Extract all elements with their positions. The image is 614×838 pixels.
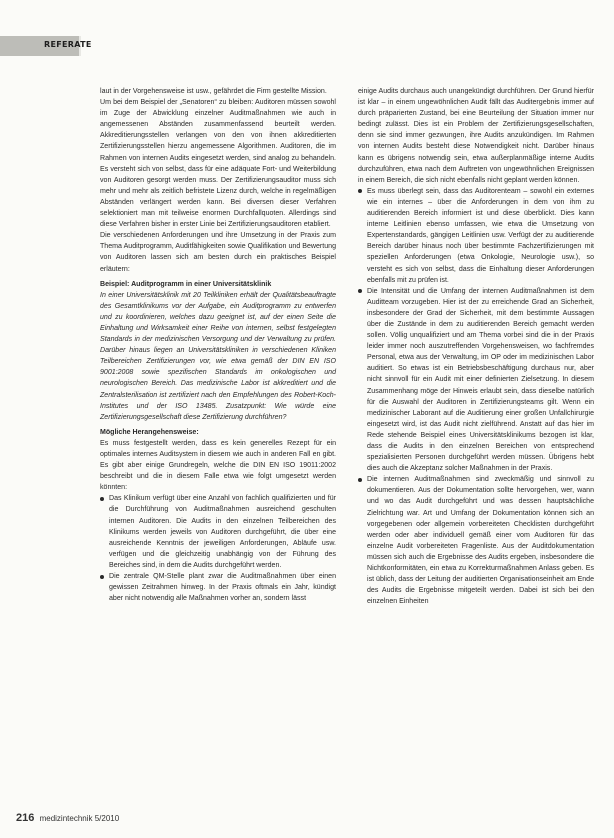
list-item: Die zentrale QM-Stelle plant zwar die Auditmaßnahmen über einen gewissen Zeitrahmen hinweg. In der Praxis oftmals ein Jahr, kündigt aber nicht notwendig alle Maßnahmen vorher an, sondern lässt [100, 571, 336, 604]
paragraph: einige Audits durchaus auch unangekündigt durchführen. Der Grund hierfür ist klar – in einem ungewöhnlichen Audit fällt das Auditergebnis immer auf durch präparierten Zustand, bei eine Beurteilung der Situation immer nur bedingt zulässt. Dies ist ein Problem der Zertifizierungsgesellschaften, denn sie sind immer gezwungen, ihre Audits anzukündigen. Im Rahmen von internen Audits besteht diese Notwendigkeit nicht. Darüber hinaus kann es übrigens notwendig sein, etwa außerplanmäßige interne Audits durchzuführen, etwa nach dem Auftreten von ungewöhnlichen Ereignissen in einem Bereich, die sich nicht ebenfalls nicht geplant werden können. [358, 88, 594, 184]
left-column [100, 86, 336, 604]
bullet-list [358, 186, 594, 608]
right-column [358, 86, 594, 607]
page-number: 216 [16, 812, 35, 824]
list-item: Das Klinikum verfügt über eine Anzahl von fachlich qualifizierten und für die Durchführung von Auditmaßnahmen ausreichend geschulten internen Auditoren. Die Audits in den einzelnen Teilbereichen des Klinikums werden jeweils von Auditoren durchgeführt, die über eine ausreichende Kenntnis der jeweiligen Anforderungen, Abläufe usw. verfügen und die gleichzeitig unabhängig von der Führung des Bereiches sind, in dem die Audits durchgeführt werden. [100, 493, 336, 571]
journal-name: medizintechnik 5/2010 [39, 814, 120, 823]
page-footer [16, 812, 119, 824]
approach-text: Es muss festgestellt werden, dass es kein generelles Rezept für ein optimales internes Auditsystem in diesem wie auch in anderen Fall en gibt. Es gibt aber einige Grundregeln, welche die DIN EN ISO 19011:2002 beschreibt und die in diesem Falle etwa wie folgt umgesetzt werden könnten: [100, 439, 336, 492]
paragraph: Die verschiedenen Anforderungen und ihre Umsetzung in der Praxis zum Thema Auditprogramm, Auditfähigkeiten sowie Qualifikation und Bewertung von Auditoren lassen sich am besten durch ein praktisches Beispiel erläutern: [100, 232, 336, 273]
paragraph: Um bei dem Beispiel der „Senatoren“ zu bleiben: Auditoren müssen sowohl im Zuge der Abwicklung einzelner Auditmaßnahmen wie auch in angemessenen Abständen zusammenfassend beurteilt werden. Akkreditierungsstellen verlangen von den von ihnen akkreditierten Zertifizierungsstellen hierzu angemessene Algorithmen. Auditoren, die im Rahmen von internen Audits eingesetzt werden, sind analog zu behandeln. Es versteht sich von selbst, dass für eine adäquate Fort- und Weiterbildung von Auditoren gesorgt werden muss. Der Zertifizierungsauditor muss sich mehr und mehr als zeitlich befristete Lizenz durch, welche in regelmäßigen Abständen verlängert werden kann. Bei diversen dieser Verfahren selektioniert man mit teilweise enormen Durchfallquoten. Allerdings sind diese Verfahren bisher in erster Linie bei Zertifizierungsauditoren etabliert. [100, 99, 336, 229]
bullet-list [100, 493, 336, 604]
section-label: REFERATE [44, 40, 92, 49]
paragraph: laut in der Vorgehensweise ist usw., gefährdet die Firm gestellte Mission. [100, 88, 327, 95]
example-text: In einer Universitätsklinik mit 20 Teilkliniken erhält der Qualitätsbeauftragte des Gesamtklinikums vor der Aufgabe, ein Auditprogramm zu entwerfen und zu koordinieren, welches dazu geeignet ist, auf der einen Seite die Einhaltung und Wirksamkeit einer Reihe von internen, selbst festgelegten Standards in der medizinischen Versorgung und der Verwaltung zu prüfen. Darüber hinaus liegen an Universitätskliniken in verschiedenen Kliniken Teilbereichen Zertifizierungen vor, wie etwa gemäß der DIN EN ISO 9001:2008 sowie spezifischen Standards im onkologischen und neurologischen Bereich. Das medizinische Labor ist akkreditiert und die Zentralsterilisation ist zertifiziert nach den Empfehlungen des Robert-Koch-Institutes und der ISO 13485. Zusatzpunkt: Wie würde eine Zertifizierungsgesellschaft diese Zertifizierung durchführen? [100, 291, 336, 421]
list-item: Die Intensität und die Umfang der internen Auditmaßnahmen ist dem Auditteam vorzugeben. Hier ist der zu erreichende Grad an Sicherheit, insbesondere der Grad der Sicherheit, mit dem bestimmte Aussagen über die Zustände in dem zu auditierenden Bereich gemacht werden sollen. Völlig unqualifiziert und am Thema vorbei sind die in der Praxis leider immer noch auszutreffenden Vorgehensweisen, wo fachfremdes Personal, etwa aus der Verwaltung, im OP oder im medizinischen Labor auditiert. So etwas ist ein Betriebsbeschäftigung durchaus nur, aber nicht sinnvoll für ein Audit mit einer definierten Zielsetzung. In diesem Zusammenhang möge der Hinweis erlaubt sein, dass dieselbe natürlich für die Auswahl der Auditoren in Zertifizierungsteams gilt. Wenn ein medizinischer Laborant auf die Auditierung einer großen Unfallchirurgie eingesetzt wird, ist das Audit nicht zielführend. Anstatt auf das hier im Rede stehende Beispiel eines Universitätsklinikums bezogen ist klar, dass die Audits in den einzelnen Bereichen von entsprechend spezialisierten Personen durchgeführt werden müssen. Übrigens hebt dies auch die Akzeptanz solcher Maßnahmen in der Praxis. [358, 286, 594, 475]
example-heading: Beispiel: Auditprogramm in einer Universitätsklinik [100, 280, 272, 288]
approach-heading: Mögliche Herangehensweise: [100, 428, 199, 436]
list-item: Es muss überlegt sein, dass das Auditorenteam – sowohl ein externes wie ein internes – über die Anforderungen in dem von ihm zu auditierenden Bereich informiert ist und diese überblickt. Dies kann interne Leitlinien ebenso umfassen, wie etwa die Umsetzung von Expertenstandards, gängigen Leitlinien usw. Verfügt der zu auditierende Bereich darüber hinaus noch über bestimmte Fachzertifizierungen mit speziellen Anforderungen (etwa Onkologie, Neurologie usw.), so versteht es sich von selbst, dass die Einhaltung dieser Anforderungen ebenfalls mit zu prüfen ist. [358, 186, 594, 286]
list-item: Die internen Auditmaßnahmen sind zweckmäßig und sinnvoll zu dokumentieren. Aus der Dokumentation sollte hervorgehen, wer, wann und wo das Audit durchgeführt und was dessen hauptsächliche Zielrichtung war. Art und Umfang der Dokumentation können sich an vorgegebenen oder allgemein vorbereiteten Checklisten durchgeführt werden oder aber individuell gemäß einer vom Auditoren für das einzelne Audit vorbereiteten Fragenliste. Aus der Auditdokumentation müssen sich auch die Ergebnisse des Audits ergeben, insbesondere die Nichtkonformitäten, ein etwa zu Korrekturmaßnahmen Anlass geben. Es ist üblich, dass der Leitung der auditierten Organisationseinheit am Ende des Audits die Ergebnisse mitgeteilt werden. Dabei ist sich bei den einzelnen Einheiten [358, 474, 594, 607]
